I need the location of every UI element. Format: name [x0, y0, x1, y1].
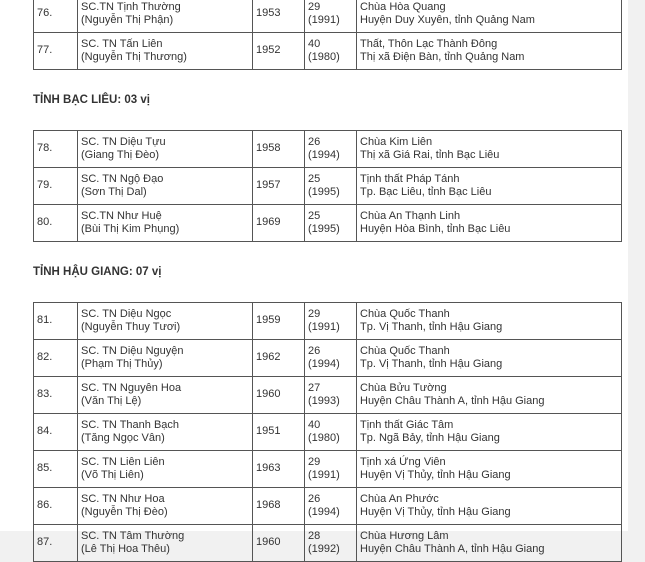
name-cell — [78, 340, 253, 377]
ordination-year: (1995) — [308, 185, 340, 198]
row-number-cell — [34, 340, 78, 377]
birth-year: 1958 — [256, 142, 281, 154]
lay-name: (Võ Thị Liên) — [81, 468, 144, 481]
ordination-age: 25 — [308, 172, 321, 185]
row-number-cell — [34, 377, 78, 414]
temple-name: Chùa Hòa Quang — [360, 0, 446, 13]
address-cell — [357, 0, 622, 33]
temple-name: Chùa An Thạnh Linh — [360, 209, 461, 222]
table-row — [34, 168, 622, 205]
ordination-age: 29 — [308, 0, 321, 13]
table-row — [34, 451, 622, 488]
lay-name: (Bùi Thị Kim Phụng) — [81, 222, 180, 235]
dharma-name: SC. TN Tấn Liên — [81, 37, 163, 50]
temple-location: Tp. Vị Thanh, tỉnh Hậu Giang — [360, 357, 503, 370]
birth-year-cell — [253, 377, 305, 414]
ordination-cell — [305, 340, 357, 377]
name-cell — [78, 205, 253, 242]
lay-name: (Nguyễn Thuy Tươi) — [81, 320, 181, 333]
temple-name: Chùa Hương Lâm — [360, 529, 449, 542]
birth-year-cell — [253, 303, 305, 340]
monk-list-table — [33, 0, 622, 70]
birth-year: 1953 — [256, 7, 281, 19]
birth-year-cell — [253, 488, 305, 525]
ordination-year: (1994) — [308, 357, 340, 370]
ordination-year: (1991) — [308, 13, 340, 26]
ordination-cell — [305, 525, 357, 562]
temple-location: Huyện Hòa Bình, tỉnh Bạc Liêu — [360, 222, 511, 235]
lay-name: (Văn Thị Lệ) — [81, 394, 142, 407]
temple-location: Huyện Châu Thành A, tỉnh Hậu Giang — [360, 542, 545, 555]
table-row — [34, 205, 622, 242]
ordination-cell — [305, 168, 357, 205]
ordination-cell — [305, 303, 357, 340]
ordination-cell — [305, 377, 357, 414]
row-number: 83. — [37, 388, 53, 400]
temple-location: Huyện Vị Thủy, tỉnh Hậu Giang — [360, 505, 511, 518]
row-number-cell — [34, 525, 78, 562]
temple-name: Chùa Quốc Thanh — [360, 307, 450, 320]
dharma-name: SC. TN Diệu Ngọc — [81, 307, 172, 320]
ordination-cell — [305, 131, 357, 168]
temple-name: Tịnh thất Pháp Tánh — [360, 172, 460, 185]
row-number-cell — [34, 0, 78, 33]
table-row — [34, 131, 622, 168]
temple-name: Thất, Thôn Lạc Thành Đông — [360, 37, 498, 50]
birth-year: 1951 — [256, 425, 281, 437]
table-row — [34, 377, 622, 414]
temple-name: Chùa An Phước — [360, 492, 439, 505]
birth-year: 1968 — [256, 499, 281, 511]
name-cell — [78, 303, 253, 340]
row-number: 78. — [37, 142, 53, 154]
dharma-name: SC. TN Như Hoa — [81, 492, 165, 505]
row-number-cell — [34, 168, 78, 205]
temple-name: Chùa Bửu Tường — [360, 381, 447, 394]
birth-year-cell — [253, 205, 305, 242]
ordination-year: (1995) — [308, 222, 340, 235]
row-number: 77. — [37, 44, 53, 56]
document-content — [33, 0, 623, 562]
row-number: 86. — [37, 499, 53, 511]
table-row — [34, 488, 622, 525]
temple-location: Thị xã Giá Rai, tỉnh Bạc Liêu — [360, 148, 500, 161]
address-cell — [357, 303, 622, 340]
row-number: 79. — [37, 179, 53, 191]
row-number-cell — [34, 33, 78, 70]
ordination-year: (1994) — [308, 148, 340, 161]
birth-year-cell — [253, 525, 305, 562]
lay-name: (Nguyễn Thị Thương) — [81, 50, 187, 63]
row-number: 87. — [37, 536, 53, 548]
temple-name: Chùa Quốc Thanh — [360, 344, 450, 357]
row-number: 76. — [37, 7, 53, 19]
table-row — [34, 340, 622, 377]
lay-name: (Lê Thị Hoa Thêu) — [81, 542, 170, 555]
dharma-name: SC. TN Thanh Bạch — [81, 418, 180, 431]
monk-list-table — [33, 302, 622, 562]
temple-name: Tịnh thất Giác Tâm — [360, 418, 454, 431]
dharma-name: SC.TN Tịnh Thường — [81, 0, 181, 13]
row-number-cell — [34, 451, 78, 488]
row-number-cell — [34, 414, 78, 451]
lay-name: (Nguyễn Thị Đèo) — [81, 505, 168, 518]
ordination-cell — [305, 414, 357, 451]
address-cell — [357, 525, 622, 562]
temple-name: Tịnh xá Ứng Viên — [360, 455, 446, 468]
birth-year: 1960 — [256, 536, 281, 548]
birth-year: 1952 — [256, 44, 281, 56]
ordination-age: 40 — [308, 37, 321, 50]
temple-location: Huyện Vị Thủy, tỉnh Hậu Giang — [360, 468, 511, 481]
name-cell — [78, 168, 253, 205]
birth-year: 1959 — [256, 314, 281, 326]
table-row — [34, 414, 622, 451]
name-cell — [78, 488, 253, 525]
table-row — [34, 303, 622, 340]
ordination-cell — [305, 451, 357, 488]
address-cell — [357, 168, 622, 205]
address-cell — [357, 451, 622, 488]
ordination-cell — [305, 33, 357, 70]
ordination-cell — [305, 0, 357, 33]
table-row — [34, 525, 622, 562]
row-number: 84. — [37, 425, 53, 437]
ordination-age: 26 — [308, 492, 321, 505]
name-cell — [78, 377, 253, 414]
dharma-name: SC. TN Diệu Tựu — [81, 135, 166, 148]
ordination-age: 26 — [308, 344, 321, 357]
name-cell — [78, 414, 253, 451]
temple-location: Tp. Bạc Liêu, tỉnh Bạc Liêu — [360, 185, 492, 198]
ordination-year: (1993) — [308, 394, 340, 407]
temple-location: Huyện Duy Xuyên, tỉnh Quảng Nam — [360, 13, 535, 26]
temple-location: Tp. Vị Thanh, tỉnh Hậu Giang — [360, 320, 503, 333]
birth-year: 1969 — [256, 216, 281, 228]
address-cell — [357, 131, 622, 168]
ordination-year: (1991) — [308, 320, 340, 333]
section-title: TỈNH HẬU GIANG: 07 vị — [33, 266, 162, 278]
birth-year-cell — [253, 414, 305, 451]
birth-year: 1957 — [256, 179, 281, 191]
ordination-year: (1994) — [308, 505, 340, 518]
ordination-cell — [305, 488, 357, 525]
birth-year-cell — [253, 451, 305, 488]
row-number-cell — [34, 205, 78, 242]
dharma-name: SC.TN Như Huệ — [81, 209, 162, 222]
lay-name: (Nguyễn Thị Phận) — [81, 13, 174, 26]
lay-name: (Phạm Thị Thủy) — [81, 357, 163, 370]
name-cell — [78, 131, 253, 168]
ordination-year: (1980) — [308, 50, 340, 63]
ordination-age: 29 — [308, 307, 321, 320]
row-number-cell — [34, 131, 78, 168]
section-title: TỈNH BẠC LIÊU: 03 vị — [33, 94, 150, 106]
dharma-name: SC. TN Ngộ Đạo — [81, 172, 164, 185]
dharma-name: SC. TN Diệu Nguyện — [81, 344, 184, 357]
name-cell — [78, 33, 253, 70]
ordination-age: 28 — [308, 529, 321, 542]
temple-location: Tp. Ngã Bảy, tỉnh Hậu Giang — [360, 431, 500, 444]
ordination-age: 27 — [308, 381, 321, 394]
birth-year-cell — [253, 33, 305, 70]
dharma-name: SC. TN Tâm Thường — [81, 529, 185, 542]
address-cell — [357, 414, 622, 451]
ordination-year: (1980) — [308, 431, 340, 444]
birth-year: 1962 — [256, 351, 281, 363]
ordination-year: (1992) — [308, 542, 340, 555]
address-cell — [357, 205, 622, 242]
birth-year-cell — [253, 168, 305, 205]
row-number-cell — [34, 488, 78, 525]
name-cell — [78, 0, 253, 33]
birth-year-cell — [253, 340, 305, 377]
ordination-age: 26 — [308, 135, 321, 148]
dharma-name: SC. TN Nguyên Hoa — [81, 381, 182, 394]
row-number: 85. — [37, 462, 53, 474]
monk-list-table — [33, 130, 622, 242]
birth-year-cell — [253, 0, 305, 33]
lay-name: (Giang Thị Đèo) — [81, 148, 160, 161]
ordination-age: 29 — [308, 455, 321, 468]
address-cell — [357, 488, 622, 525]
ordination-year: (1991) — [308, 468, 340, 481]
lay-name: (Tăng Ngọc Vân) — [81, 431, 165, 444]
page-margin — [628, 0, 645, 531]
row-number: 81. — [37, 314, 53, 326]
birth-year: 1960 — [256, 388, 281, 400]
address-cell — [357, 340, 622, 377]
name-cell — [78, 451, 253, 488]
ordination-cell — [305, 205, 357, 242]
birth-year-cell — [253, 131, 305, 168]
name-cell — [78, 525, 253, 562]
row-number-cell — [34, 303, 78, 340]
table-row — [34, 33, 622, 70]
dharma-name: SC. TN Liên Liên — [81, 455, 165, 468]
address-cell — [357, 33, 622, 70]
ordination-age: 25 — [308, 209, 321, 222]
temple-location: Thị xã Điện Bàn, tỉnh Quảng Nam — [360, 50, 525, 63]
row-number: 80. — [37, 216, 53, 228]
row-number: 82. — [37, 351, 53, 363]
temple-name: Chùa Kim Liên — [360, 135, 433, 148]
ordination-age: 40 — [308, 418, 321, 431]
temple-location: Huyện Châu Thành A, tỉnh Hậu Giang — [360, 394, 545, 407]
birth-year: 1963 — [256, 462, 281, 474]
lay-name: (Sơn Thị Dal) — [81, 185, 147, 198]
address-cell — [357, 377, 622, 414]
table-row — [34, 0, 622, 33]
